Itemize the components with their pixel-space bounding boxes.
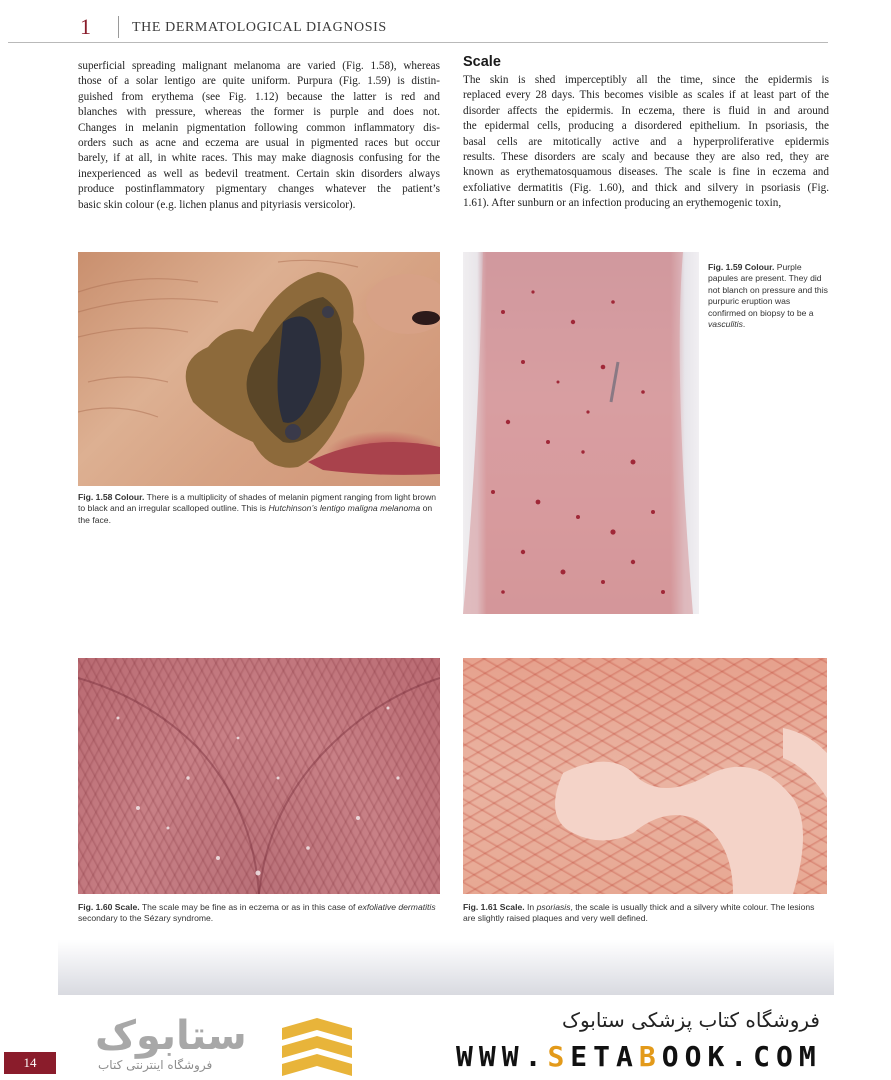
text-line: exfoliative dermatitis (Fig. 1.60), and thick and silvery in psoriasis (Fig. [463, 181, 829, 194]
left-column-text [78, 59, 440, 213]
header-rule [8, 42, 828, 43]
chapter-number: 1 [80, 14, 91, 39]
caption-italic: Hutchinson’s lentigo maligna melanoma [268, 503, 421, 514]
site-part: WWW. [456, 1040, 548, 1073]
figure-1-58-caption [78, 492, 440, 526]
setabook-logo-text: ستابوک [95, 1013, 247, 1059]
page-bottom-shadow [58, 940, 834, 995]
caption-label: Fig. 1.60 Scale. [78, 902, 140, 912]
caption-text: In [524, 902, 537, 912]
caption-text: , the scale is usually thick and a silvery white colour. The lesions are slightly raised plaques and very well defined. [463, 902, 815, 924]
text-line: superficial spreading malignant melanoma are varied (Fig. 1.58), whereas [78, 60, 440, 72]
text-line: the epidermal cells, producing a disordered epithelium. In psoriasis, the [463, 120, 829, 133]
text-line: known as erythematosquamous diseases. The scale is fine in eczema and [463, 166, 829, 179]
caption-italic: psoriasis [536, 902, 571, 912]
caption-text: secondary to the Sézary syndrome. [78, 913, 214, 924]
figure-1-58-image [78, 252, 440, 486]
psoriasis-plaque-illustration [463, 658, 827, 894]
store-website [456, 1040, 822, 1073]
caption-label: Fig. 1.59 Colour. [708, 262, 775, 272]
text-line: produce postinflammatory pigmentary changes whatever the patient’s [78, 183, 440, 196]
right-column-text [463, 73, 829, 212]
figure-1-59-caption [708, 262, 828, 330]
chapter-title: THE DERMATOLOGICAL DIAGNOSIS [132, 20, 387, 35]
caption-text: on the face. [78, 503, 433, 525]
text-line: results. These disorders are scaly and because they are also red, they are [463, 151, 829, 164]
text-line: inexperienced as well as bedevil treatment. Certain skin disorders always [78, 167, 440, 180]
caption-text: The scale may be fine as in eczema or as in this case of [139, 902, 358, 912]
site-part: ETA [570, 1040, 639, 1073]
site-highlight: S [547, 1040, 571, 1073]
text-line: basal cells are mitotically active and a hyperproliferative epidermis [463, 135, 829, 148]
figure-1-60-caption [78, 902, 440, 925]
caption-italic: exfoliative dermatitis [357, 902, 436, 912]
text-line: those of a solar lentigo are quite uniform. Purpura (Fig. 1.59) is distin- [78, 75, 440, 88]
page-number: 14 [4, 1052, 56, 1074]
text-line: basic skin colour (e.g. lichen planus and pityriasis versicolor). [78, 198, 356, 211]
text-line: Changes in melanin pigmentation following common inflammatory dis- [78, 121, 440, 134]
caption-label: Fig. 1.61 Scale. [463, 902, 525, 912]
text-line: 1.61). After sunburn or an infection producing an erythemogenic toxin, [463, 197, 782, 210]
text-line: replaced every 28 days. This becomes visible as scales if at least part of the [463, 89, 829, 102]
site-part: OOK.COM [661, 1040, 822, 1073]
figure-1-61-image [463, 658, 827, 894]
section-heading-scale: Scale [463, 54, 501, 70]
setabook-logo-subtext: فروشگاه اینترنتی کتاب [98, 1058, 213, 1072]
text-line: disorder affects the epidermis. In eczema, there is fluid in and around [463, 104, 829, 117]
header-divider [118, 16, 119, 38]
caption-text: . [742, 319, 746, 330]
melanoma-illustration [78, 252, 440, 486]
figure-1-59-image [463, 252, 699, 614]
text-line: orders such as acne and eczema are usual in pigmented races but occur [78, 137, 440, 150]
exfoliative-scale-illustration [78, 658, 440, 894]
text-line: barely, if at all, in white races. This may make diagnosis confusing for the [78, 152, 440, 165]
purpura-illustration [463, 252, 699, 614]
caption-text: Purple papules are present. They did not blanch on pressure and this purpuric eruption was confirmed on biopsy to be a [708, 262, 828, 318]
text-line: The skin is shed imperceptibly all the time, since the epidermis is [463, 74, 829, 86]
text-line: guished from erythema (see Fig. 1.12) because the latter is red and [78, 90, 440, 103]
setabook-logo-icon [282, 1018, 352, 1078]
caption-label: Fig. 1.58 Colour. [78, 492, 145, 502]
caption-text: There is a multiplicity of shades of melanin pigment ranging from light brown to black and an irregular scalloped outline. This is [78, 492, 437, 514]
site-highlight: B [638, 1040, 662, 1073]
text-line: blanches with pressure, whereas the former is purple and does not. [78, 106, 440, 119]
store-name: فروشگاه کتاب پزشکی ستابوک [562, 1008, 820, 1032]
caption-italic: vasculitis [708, 319, 743, 330]
figure-1-61-caption [463, 902, 827, 925]
figure-1-60-image [78, 658, 440, 894]
